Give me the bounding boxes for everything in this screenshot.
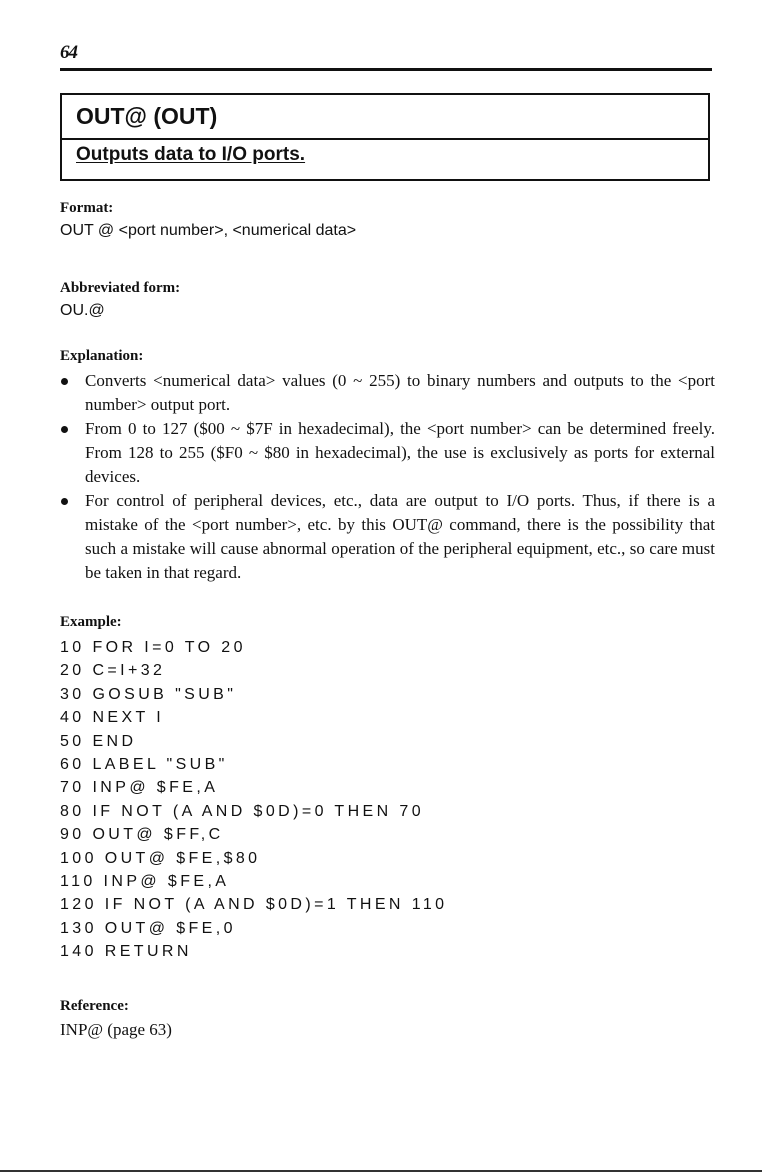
example-label: Example: [60,614,122,630]
reference-label: Reference: [60,998,129,1014]
explanation-item: From 0 to 127 ($00 ~ $7F in hexadecimal), the <port number> can be determined freely. From 128 to 255 ($F0 ~ $80 in hexadecimal), the use is exclusively as ports for external devices. [60,417,715,489]
code-line: 50 END [60,732,137,750]
explanation-item: Converts <numerical data> values (0 ~ 255) to binary numbers and outputs to the <port number> output port. [60,369,715,417]
explanation-list [60,369,715,585]
reference-link: INP@ (page 63) [60,1020,172,1039]
code-line: 20 C=I+32 [60,662,166,680]
abbreviated-label: Abbreviated form: [60,280,181,296]
explanation-item: For control of peripheral devices, etc., data are output to I/O ports. Thus, if there is a mistake of the <port number>, etc. by this OUT@ command, there is the possibility that such a mistake will cause abnormal operation of the peripheral equipment, etc., so care must be taken in that regard. [60,489,715,585]
code-line: 80 IF NOT (A AND $0D)=0 THEN 70 [60,802,425,820]
explanation-label: Explanation: [60,348,144,364]
code-line: 90 OUT@ $FF,C [60,826,224,844]
command-title: OUT@ (OUT) [76,103,218,129]
abbreviated-value: OU.@ [60,302,105,319]
bullet-icon [61,378,68,385]
code-line: 10 FOR I=0 TO 20 [60,639,246,656]
code-line: 130 OUT@ $FE,0 [60,919,236,937]
header-rule [60,68,712,71]
command-title-box [60,93,710,181]
code-line: 40 NEXT I [60,709,165,727]
bullet-icon [61,498,68,505]
example-code [60,636,447,963]
format-label: Format: [60,200,114,216]
format-syntax: OUT @ <port number>, <numerical data> [60,222,357,239]
code-line: 70 INP@ $FE,A [60,779,219,797]
page-number: 64 [60,42,77,63]
title-divider [62,138,708,140]
code-line: 30 GOSUB "SUB" [60,685,237,703]
code-line: 100 OUT@ $FE,$80 [60,849,261,867]
command-subtitle: Outputs data to I/O ports. [76,144,306,165]
code-line: 120 IF NOT (A AND $0D)=1 THEN 110 [60,896,448,914]
bullet-icon [61,426,68,433]
footer-rule [0,1170,762,1172]
code-line: 110 INP@ $FE,A [60,872,230,890]
code-line: 140 RETURN [60,943,192,961]
code-line: 60 LABEL "SUB" [60,755,228,773]
